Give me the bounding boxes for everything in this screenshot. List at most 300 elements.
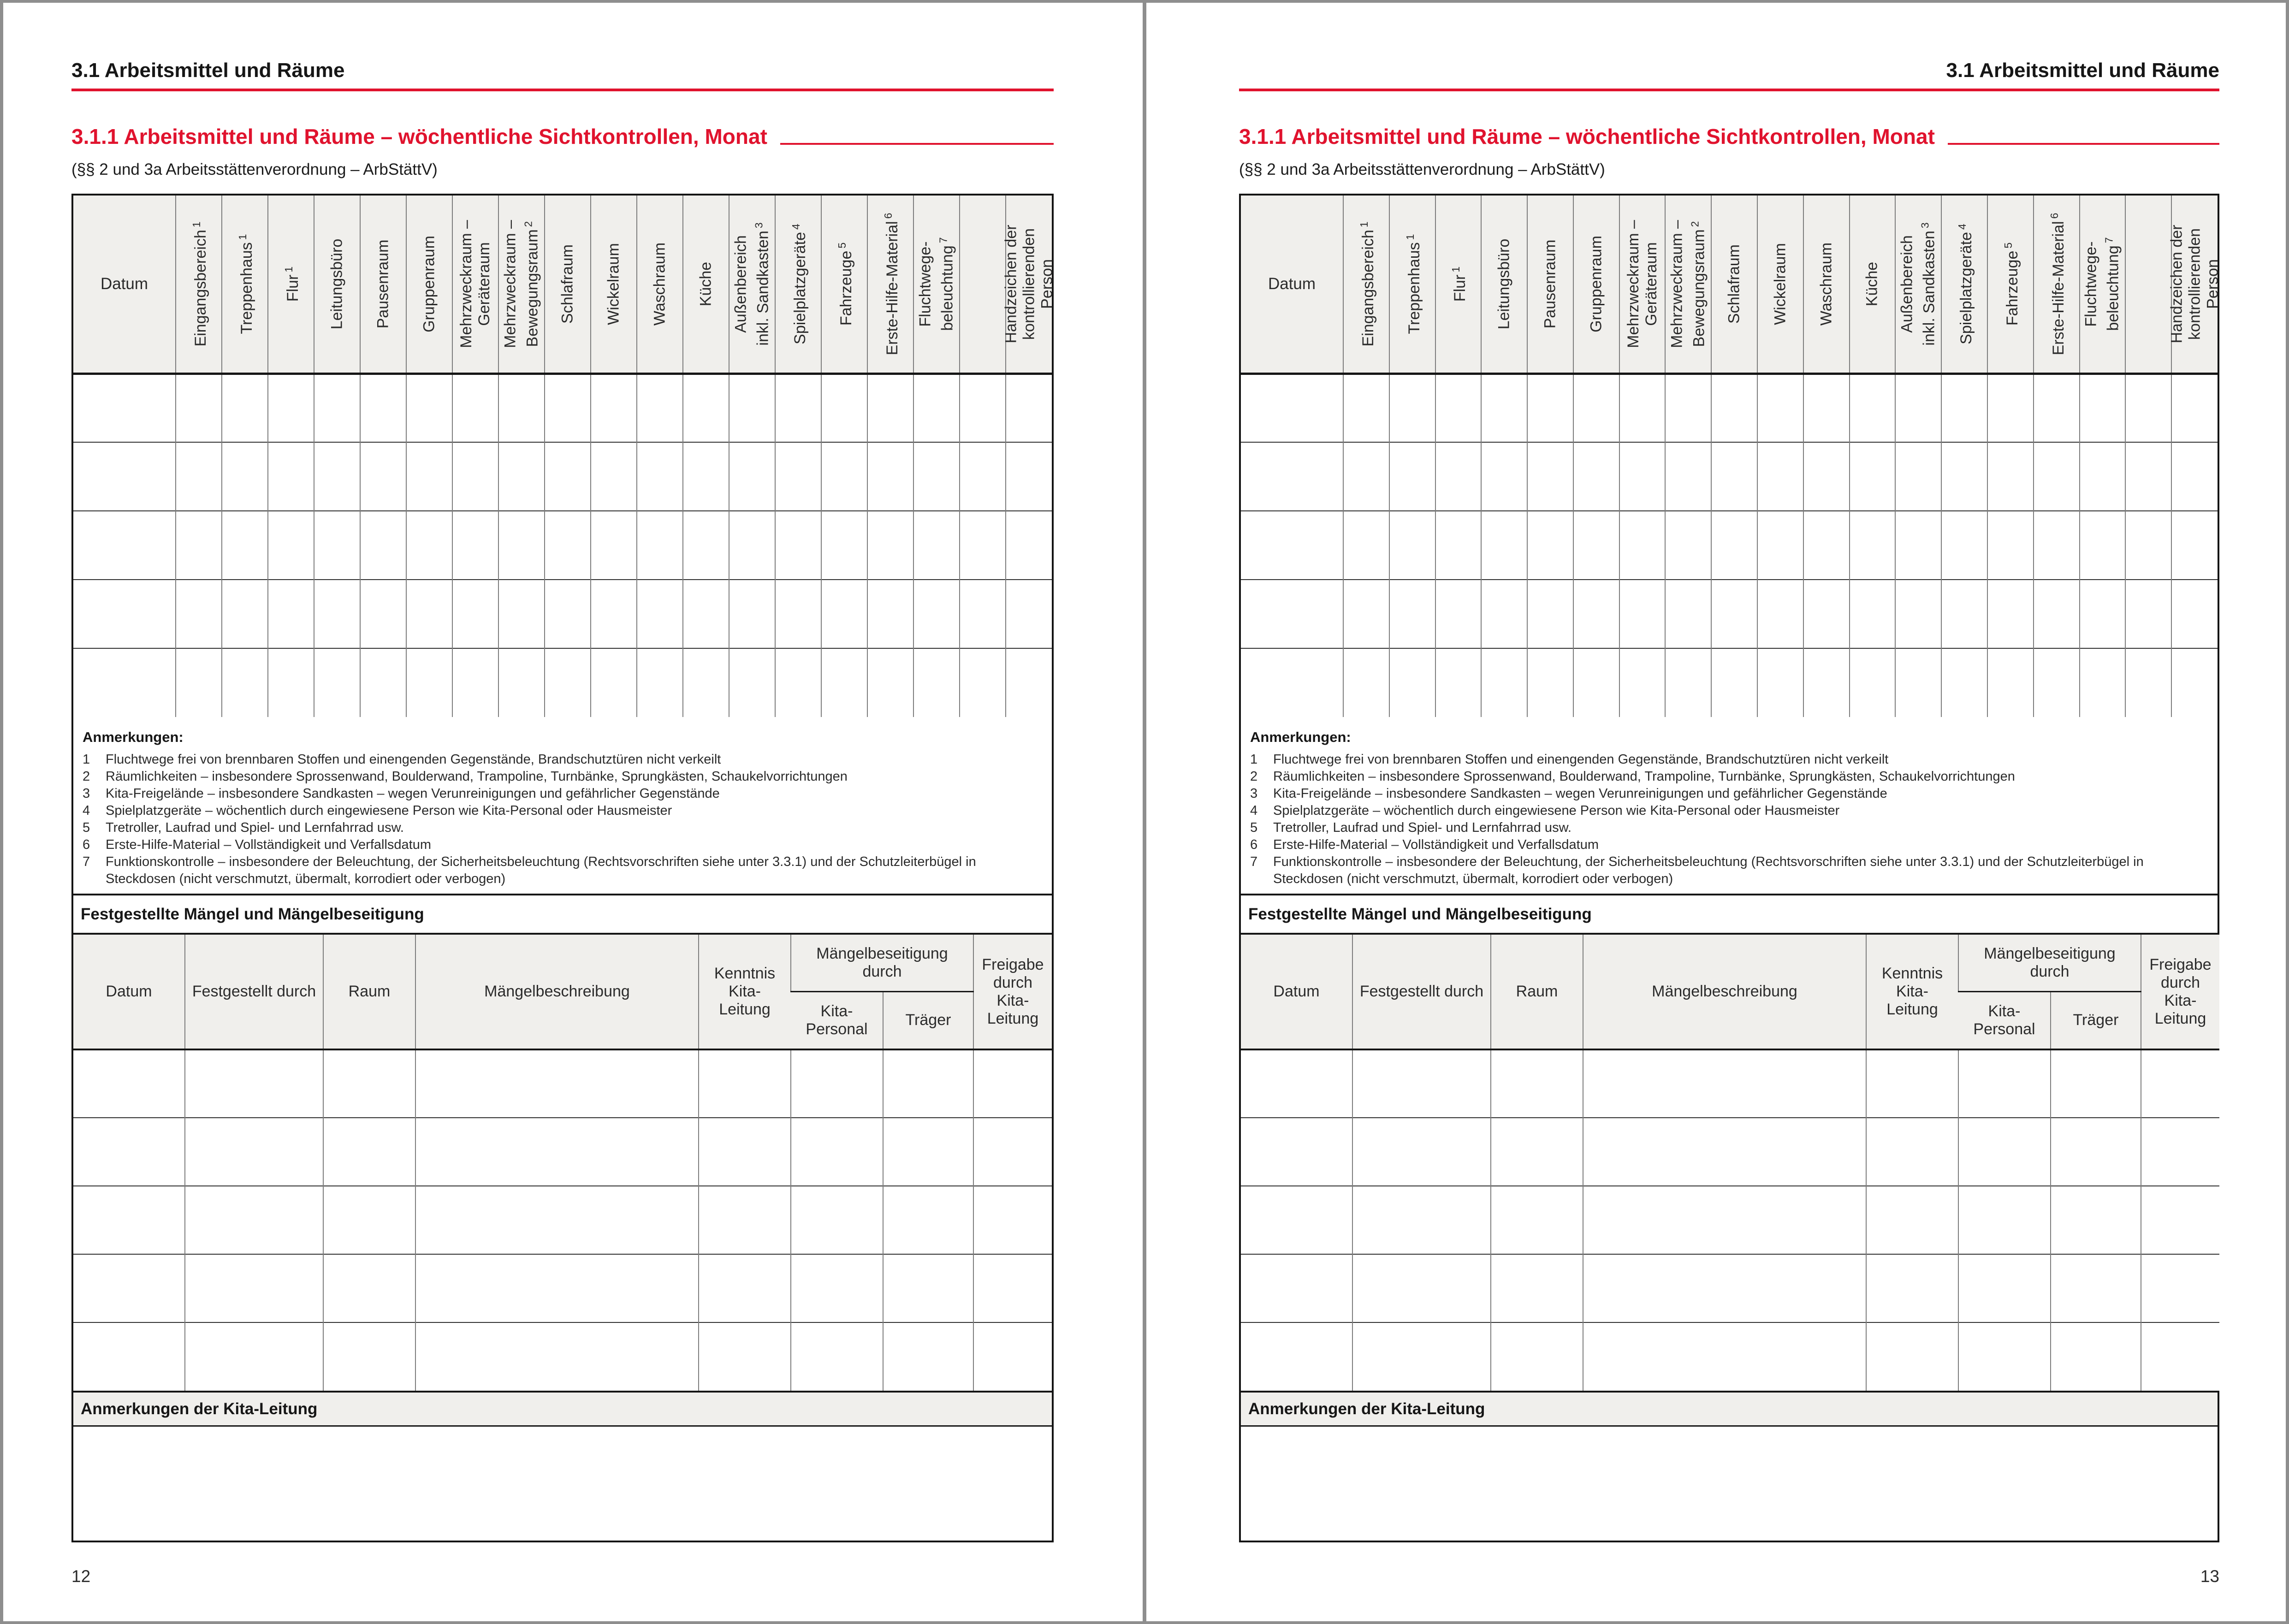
defects-col-traeger: Träger <box>2051 991 2141 1049</box>
check-entry-cell <box>222 580 268 648</box>
leader-notes-title: Anmerkungen der Kita-Leitung <box>1241 1391 2218 1427</box>
leader-notes-title: Anmerkungen der Kita-Leitung <box>73 1391 1052 1427</box>
defect-entry-cell <box>2051 1254 2141 1322</box>
check-entry-cell <box>1895 648 1941 717</box>
defect-row <box>73 1049 1052 1118</box>
rotated-label <box>1495 202 1513 366</box>
room-column-header <box>1803 196 1850 373</box>
check-entry-cell <box>1527 373 1573 442</box>
datum-column-header: Datum <box>73 196 176 373</box>
check-entry-cell <box>1665 580 1711 648</box>
check-entry-cell <box>176 511 222 580</box>
check-entry-cell <box>1573 648 1619 717</box>
check-entry-cell <box>2080 648 2126 717</box>
footnote-text: Funktionskontrolle – insbesondere der Beleuchtung, der Sicherheitsbeleuchtung (Rechtsvorschriften siehe unter 3.3.1) und der Schutzleiterbügel in Steckdosen (nicht verschmutzt, übermalt, korrodiert oder verbogen) <box>106 854 976 886</box>
check-entry-cell <box>637 373 683 442</box>
rotated-label <box>1355 202 1377 366</box>
check-entry-cell <box>1573 511 1619 580</box>
rotated-label <box>2045 202 2067 366</box>
check-entry-cell <box>222 511 268 580</box>
check-entry-cell <box>637 580 683 648</box>
footnote-text: Räumlichkeiten – insbesondere Sprossenwand, Boulderwand, Trampoline, Turnbänke, Sprungkästen, Schaukelvorrichtungen <box>106 769 848 784</box>
defect-entry-cell <box>1958 1118 2051 1186</box>
room-column-header <box>360 196 406 373</box>
check-entry-cell <box>1389 442 1435 511</box>
label-line: Erste-Hilfe-Material <box>2049 221 2067 356</box>
date-entry-cell <box>73 648 176 717</box>
footnote-item <box>83 768 1041 785</box>
date-entry-cell <box>1241 580 1343 648</box>
check-entry-cell <box>1343 580 1389 648</box>
check-entry-cell <box>1619 580 1666 648</box>
defect-entry-cell <box>415 1118 699 1186</box>
check-entry-cell <box>1850 442 1896 511</box>
label-line: Pausenraum <box>374 239 392 329</box>
defect-entry-cell <box>699 1186 791 1254</box>
room-column-header <box>867 196 913 373</box>
defect-entry-cell <box>1241 1322 1352 1391</box>
room-column-header <box>913 196 960 373</box>
check-entry-cell <box>960 648 1006 717</box>
rotated-label <box>833 202 855 366</box>
footnote-number: 4 <box>83 803 90 818</box>
subsection-heading-row <box>1239 124 2219 149</box>
defect-entry-cell <box>185 1322 323 1391</box>
defect-entry-cell <box>2141 1049 2219 1118</box>
rotated-label <box>1817 202 1835 366</box>
rotated-label <box>374 202 392 366</box>
footnotes-list <box>83 751 1041 888</box>
defect-entry-cell <box>323 1186 415 1254</box>
inspection-row <box>73 511 1052 580</box>
legal-reference: (§§ 2 und 3a Arbeitsstättenverordnung – ArbStättV) <box>1239 160 1605 178</box>
defect-entry-cell <box>973 1186 1052 1254</box>
main-header-row <box>1241 196 2218 373</box>
inspection-row <box>1241 648 2218 717</box>
check-entry-cell <box>452 580 498 648</box>
check-entry-cell <box>452 511 498 580</box>
footnote-number: 7 <box>1250 854 1258 869</box>
check-entry-cell <box>1343 511 1389 580</box>
defects-col-festgestellt: Festgestellt durch <box>1352 934 1491 1049</box>
defect-entry-cell <box>1352 1118 1491 1186</box>
check-entry-cell <box>176 373 222 442</box>
check-entry-cell <box>591 442 637 511</box>
room-column-header <box>1619 196 1666 373</box>
check-entry-cell <box>1987 511 2034 580</box>
check-entry-cell <box>2034 373 2080 442</box>
rotated-label <box>328 202 346 366</box>
inspection-row <box>1241 511 2218 580</box>
check-entry-cell <box>2034 511 2080 580</box>
label-line: Handzeichen der <box>1002 225 1020 344</box>
check-entry-cell <box>1803 511 1850 580</box>
defects-header-row <box>1241 934 2219 991</box>
defect-entry-cell <box>1583 1049 1866 1118</box>
check-entry-cell <box>406 648 452 717</box>
defect-entry-cell <box>973 1322 1052 1391</box>
defect-entry-cell <box>1958 1254 2051 1322</box>
room-column-header <box>1665 196 1711 373</box>
room-column-header <box>1850 196 1896 373</box>
check-entry-cell <box>1711 511 1757 580</box>
check-entry-cell <box>1527 511 1573 580</box>
check-entry-cell <box>1619 648 1666 717</box>
footnote-ref: 3 <box>1919 222 1931 228</box>
check-entry-cell <box>1757 648 1803 717</box>
check-entry-cell <box>960 511 1006 580</box>
defect-entry-cell <box>791 1049 883 1118</box>
label-line: Mehrzweckraum – <box>501 219 519 348</box>
check-entry-cell <box>1757 442 1803 511</box>
footnote-number: 5 <box>83 820 90 835</box>
check-entry-cell <box>1435 511 1482 580</box>
check-entry-cell <box>1435 373 1482 442</box>
room-column-header <box>591 196 637 373</box>
label-line: beleuchtung <box>938 245 956 331</box>
inspection-row <box>73 373 1052 442</box>
check-entry-cell <box>1850 511 1896 580</box>
date-entry-cell <box>73 580 176 648</box>
rotated-label <box>559 202 577 366</box>
date-entry-cell <box>73 511 176 580</box>
red-divider-rule <box>1239 89 2219 91</box>
defects-col-raum: Raum <box>1491 934 1583 1049</box>
check-entry-cell <box>1711 580 1757 648</box>
label-line: Schlafraum <box>1725 244 1743 324</box>
defect-entry-cell <box>1583 1322 1866 1391</box>
rotated-label <box>1771 202 1789 366</box>
check-entry-cell <box>1481 580 1527 648</box>
defect-entry-cell <box>1352 1322 1491 1391</box>
footnote-item <box>83 751 1041 768</box>
label-line: Küche <box>697 261 715 306</box>
footnote-item <box>1250 768 2206 785</box>
check-entry-cell <box>1389 580 1435 648</box>
check-entry-cell <box>1803 442 1850 511</box>
defects-col-kita-personal: Kita-Personal <box>791 991 883 1049</box>
rotated-label <box>787 202 809 366</box>
check-entry-cell <box>1941 373 1987 442</box>
check-entry-cell <box>1435 442 1482 511</box>
defect-entry-cell <box>699 1254 791 1322</box>
month-fill-in-line <box>780 143 1054 145</box>
check-entry-cell <box>1527 442 1573 511</box>
defect-row <box>1241 1049 2219 1118</box>
check-entry-cell <box>729 373 775 442</box>
check-entry-cell <box>498 373 545 442</box>
check-entry-cell <box>2080 442 2126 511</box>
check-entry-cell <box>775 442 821 511</box>
room-column-header <box>1711 196 1757 373</box>
check-entry-cell <box>545 373 591 442</box>
check-entry-cell <box>545 648 591 717</box>
inspection-row <box>73 580 1052 648</box>
defect-row <box>1241 1322 2219 1391</box>
room-column-header <box>1481 196 1527 373</box>
defects-col-beschreibung: Mängelbeschreibung <box>1583 934 1866 1049</box>
defect-entry-cell <box>415 1254 699 1322</box>
defect-entry-cell <box>2141 1254 2219 1322</box>
section-header: 3.1 Arbeitsmittel und Räume <box>1946 59 2219 82</box>
check-entry-cell <box>591 511 637 580</box>
label-line: Fluchtwege- <box>2082 241 2100 327</box>
check-entry-cell <box>1389 511 1435 580</box>
check-entry-cell <box>821 373 867 442</box>
label-line: Schlafraum <box>558 244 576 324</box>
footnote-number: 6 <box>83 837 90 852</box>
check-entry-cell <box>1941 580 1987 648</box>
label-line: kontrollierenden Person <box>1020 228 1056 340</box>
room-column-header <box>2080 196 2126 373</box>
defects-header-row <box>73 934 1052 991</box>
check-entry-cell <box>498 442 545 511</box>
check-entry-cell <box>1941 648 1987 717</box>
footnotes-list <box>1250 751 2206 888</box>
rotated-label <box>188 202 210 366</box>
defect-entry-cell <box>1866 1254 1958 1322</box>
label-line: Bewegungsraum <box>523 229 541 347</box>
check-entry-cell <box>1803 580 1850 648</box>
label-line: Waschraum <box>651 242 669 326</box>
inspection-row <box>73 442 1052 511</box>
label-line: Handzeichen der <box>2168 225 2186 344</box>
page-left <box>3 3 1143 1621</box>
check-entry-cell <box>729 648 775 717</box>
defects-col-freigabe: Freigabe durch Kita-Leitung <box>973 934 1052 1049</box>
room-column-header <box>1573 196 1619 373</box>
defect-entry-cell <box>2051 1118 2141 1186</box>
check-entry-cell <box>1573 580 1619 648</box>
footnote-item <box>83 853 1041 888</box>
defect-entry-cell <box>185 1186 323 1254</box>
check-entry-cell <box>913 511 960 580</box>
rotated-label <box>1587 202 1605 366</box>
check-entry-cell <box>867 442 913 511</box>
check-entry-cell <box>1481 442 1527 511</box>
room-column-header <box>1435 196 1482 373</box>
check-entry-cell <box>913 648 960 717</box>
label-line: Treppenhaus <box>238 242 256 334</box>
date-entry-cell <box>73 373 176 442</box>
red-divider-rule <box>71 89 1054 91</box>
defects-body <box>73 1049 1052 1391</box>
datum-column-header: Datum <box>1241 196 1343 373</box>
check-entry-cell <box>360 580 406 648</box>
check-entry-cell <box>2125 511 2171 580</box>
defect-entry-cell <box>699 1322 791 1391</box>
footnote-ref: 2 <box>522 221 534 227</box>
check-entry-cell <box>222 648 268 717</box>
footnote-ref: 6 <box>2048 213 2060 219</box>
room-column-header <box>2034 196 2080 373</box>
label-line: inkl. Sandkasten <box>754 230 772 346</box>
check-entry-cell <box>821 648 867 717</box>
rotated-label <box>732 202 772 366</box>
check-entry-cell <box>683 511 729 580</box>
check-entry-cell <box>1803 648 1850 717</box>
label-line: Flur <box>284 274 302 302</box>
rotated-label <box>1542 202 1560 366</box>
check-entry-cell <box>960 580 1006 648</box>
check-entry-cell <box>545 580 591 648</box>
defect-entry-cell <box>1958 1322 2051 1391</box>
defect-entry-cell <box>1583 1186 1866 1254</box>
defect-entry-cell <box>1491 1186 1583 1254</box>
check-entry-cell <box>176 442 222 511</box>
check-entry-cell <box>1987 580 2034 648</box>
footnote-item <box>83 836 1041 853</box>
footnote-number: 1 <box>83 752 90 767</box>
check-entry-cell <box>2080 580 2126 648</box>
label-line: Flur <box>1451 274 1469 302</box>
defect-entry-cell <box>973 1118 1052 1186</box>
check-entry-cell <box>1481 373 1527 442</box>
defect-entry-cell <box>415 1322 699 1391</box>
check-entry-cell <box>406 511 452 580</box>
check-entry-cell <box>314 373 360 442</box>
check-entry-cell <box>498 648 545 717</box>
rotated-label <box>1863 202 1881 366</box>
check-entry-cell <box>498 580 545 648</box>
defect-entry-cell <box>73 1118 185 1186</box>
defect-entry-cell <box>1352 1254 1491 1322</box>
check-entry-cell <box>268 648 314 717</box>
footnote-ref: 1 <box>190 221 202 227</box>
check-entry-cell <box>1527 580 1573 648</box>
label-line: Waschraum <box>1817 242 1835 326</box>
defects-section-title: Festgestellte Mängel und Mängelbeseitigung <box>1241 894 2218 933</box>
rotated-label <box>1726 202 1743 366</box>
defects-col-kenntnis: Kenntnis Kita-Leitung <box>699 934 791 1049</box>
room-column-header <box>775 196 821 373</box>
check-entry-cell <box>867 648 913 717</box>
inspection-form <box>1239 194 2222 1542</box>
check-entry-cell <box>1895 511 1941 580</box>
check-entry-cell <box>2171 373 2218 442</box>
defects-col-datum: Datum <box>73 934 185 1049</box>
footnotes-section <box>1241 717 2218 894</box>
check-entry-cell <box>1389 373 1435 442</box>
date-entry-cell <box>1241 442 1343 511</box>
subsection-heading-row <box>71 124 1054 149</box>
defect-entry-cell <box>2141 1322 2219 1391</box>
rotated-label <box>421 202 439 366</box>
check-entry-cell <box>1006 580 1052 648</box>
label-line: Fahrzeuge <box>837 250 855 326</box>
inspection-form <box>71 194 1054 1542</box>
check-entry-cell <box>637 511 683 580</box>
page-number: 12 <box>71 1567 91 1586</box>
defect-entry-cell <box>1352 1049 1491 1118</box>
rotated-label <box>1999 202 2022 366</box>
check-entry-cell <box>452 373 498 442</box>
check-entry-cell <box>729 442 775 511</box>
label-line: Mehrzweckraum – <box>1624 219 1642 348</box>
defect-entry-cell <box>2141 1186 2219 1254</box>
check-entry-cell <box>867 373 913 442</box>
check-entry-cell <box>960 373 1006 442</box>
rotated-label <box>1953 202 1975 366</box>
check-entry-cell <box>2125 648 2171 717</box>
defect-entry-cell <box>73 1049 185 1118</box>
footnote-text: Erste-Hilfe-Material – Vollständigkeit und Verfallsdatum <box>1273 837 1599 852</box>
label-line: Eingangsbereich <box>192 230 210 347</box>
defect-entry-cell <box>791 1322 883 1391</box>
defect-entry-cell <box>1491 1322 1583 1391</box>
defect-entry-cell <box>323 1322 415 1391</box>
room-column-header <box>1987 196 2034 373</box>
page-right <box>1146 3 2286 1621</box>
date-entry-cell <box>1241 511 1343 580</box>
check-entry-cell <box>314 648 360 717</box>
date-entry-cell <box>1241 648 1343 717</box>
footnote-number: 2 <box>83 769 90 784</box>
check-entry-cell <box>268 580 314 648</box>
room-column-header <box>406 196 452 373</box>
rotated-label <box>501 202 541 366</box>
footnote-number: 1 <box>1250 752 1258 767</box>
page-number: 13 <box>2200 1567 2219 1586</box>
defect-entry-cell <box>1866 1322 1958 1391</box>
check-entry-cell <box>1665 442 1711 511</box>
defect-entry-cell <box>791 1186 883 1254</box>
room-column-header <box>1389 196 1435 373</box>
check-entry-cell <box>1389 648 1435 717</box>
footnotes-section <box>73 717 1052 894</box>
footnote-ref: 1 <box>1450 266 1462 273</box>
rotated-label <box>280 202 302 366</box>
defect-entry-cell <box>73 1254 185 1322</box>
defect-entry-cell <box>73 1322 185 1391</box>
check-entry-cell <box>2034 442 2080 511</box>
footnote-item <box>83 785 1041 802</box>
room-column-header <box>1527 196 1573 373</box>
check-entry-cell <box>1711 442 1757 511</box>
defect-entry-cell <box>1866 1049 1958 1118</box>
check-entry-cell <box>452 648 498 717</box>
weekly-inspection-table <box>1241 196 2222 717</box>
main-header-row <box>73 196 1052 373</box>
footnotes-heading: Anmerkungen: <box>83 729 184 745</box>
check-entry-cell <box>268 373 314 442</box>
check-entry-cell <box>406 373 452 442</box>
footnote-ref: 7 <box>2103 237 2115 243</box>
check-entry-cell <box>1481 648 1527 717</box>
check-entry-cell <box>2125 442 2171 511</box>
defect-entry-cell <box>1241 1254 1352 1322</box>
rotated-label <box>605 202 623 366</box>
defect-entry-cell <box>2051 1049 2141 1118</box>
defects-table <box>1241 933 2219 1391</box>
room-column-header <box>821 196 867 373</box>
check-entry-cell <box>1006 648 1052 717</box>
check-entry-cell <box>1619 373 1666 442</box>
check-entry-cell <box>360 511 406 580</box>
defect-entry-cell <box>883 1049 973 1118</box>
label-line: Leitungsbüro <box>1495 238 1513 330</box>
check-entry-cell <box>775 648 821 717</box>
defect-entry-cell <box>323 1049 415 1118</box>
check-entry-cell <box>2034 648 2080 717</box>
label-line: Wickelraum <box>1771 243 1789 325</box>
defect-entry-cell <box>699 1118 791 1186</box>
spare-column-header <box>2125 196 2171 373</box>
check-entry-cell <box>406 580 452 648</box>
check-entry-cell <box>683 648 729 717</box>
rotated-label <box>2082 202 2123 366</box>
check-entry-cell <box>268 511 314 580</box>
